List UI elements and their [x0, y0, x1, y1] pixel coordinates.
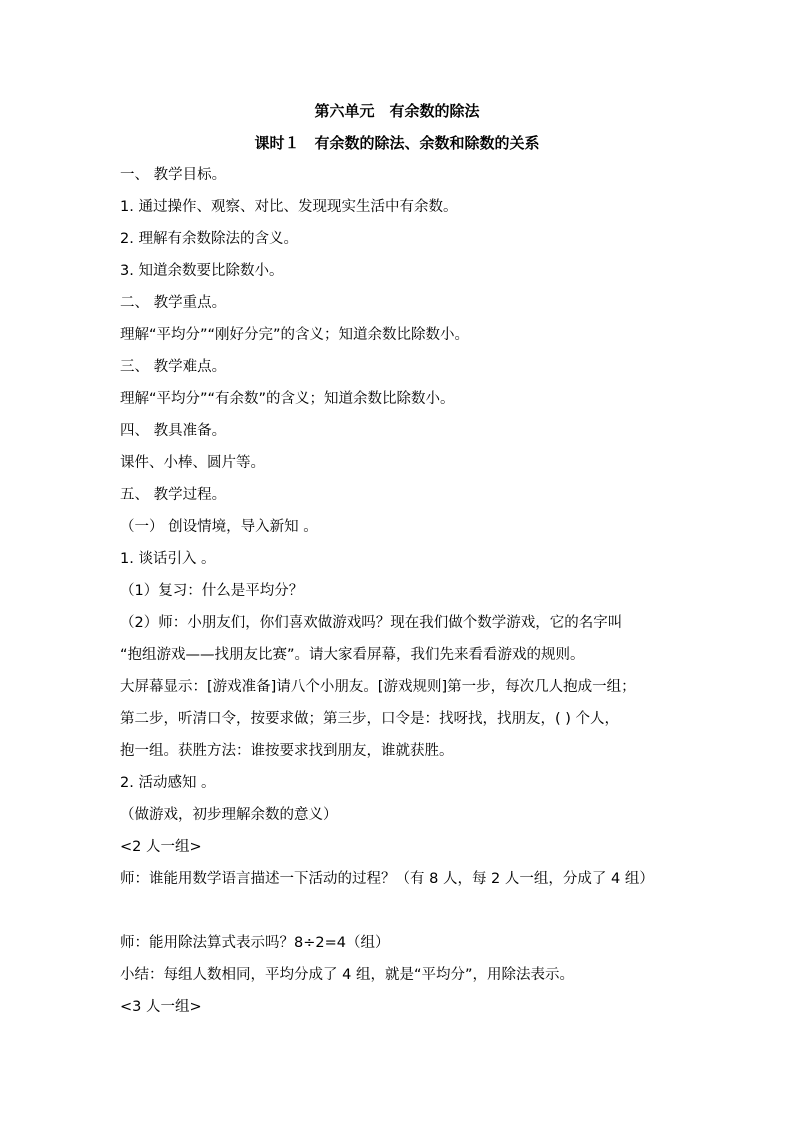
paragraph-teacher-intro-cont: “抱组游戏——找朋友比赛”。请大家看屏幕，我们先来看看游戏的规则。 — [120, 647, 585, 663]
group-label-2: <2 人一组> — [120, 839, 202, 855]
difficulties-text: 理解“平均分”“有余数”的含义；知道余数比除数小。 — [120, 391, 455, 407]
unit-title: 第六单元 有余数的除法 — [314, 102, 480, 120]
step-heading-2: 2. 活动感知 。 — [120, 775, 216, 791]
paragraph-review: （1）复习：什么是平均分？ — [120, 583, 304, 599]
goal-item-1: 1. 通过操作、观察、对比、发现现实生活中有余数。 — [120, 199, 458, 215]
goal-item-2: 2. 理解有余数除法的含义。 — [120, 231, 298, 247]
step-heading-1: 1. 谈话引入 。 — [120, 551, 216, 567]
paragraph-screen-display: 大屏幕显示：[游戏准备]请八个小朋友。[游戏规则]第一步，每次几人抱成一组； — [120, 679, 636, 695]
paragraph-summary: 小结：每组人数相同，平均分成了 4 组，就是“平均分”，用除法表示。 — [120, 967, 574, 983]
materials-text: 课件、小棒、圆片等。 — [120, 455, 265, 471]
paragraph-screen-display-cont: 第二步，听清口令，按要求做；第三步，口令是：找呀找，找朋友，( ) 个人， — [120, 711, 620, 727]
paragraph-division-expression: 师：能用除法算式表示吗？8÷2=4（组） — [120, 935, 390, 951]
paragraph-activity-note: （做游戏，初步理解余数的意义） — [120, 807, 338, 823]
paragraph-teacher-intro: （2）师：小朋友们，你们喜欢做游戏吗？现在我们做个数学游戏，它的名字叫 — [120, 615, 623, 631]
key-points-text: 理解“平均分”“刚好分完”的含义；知道余数比除数小。 — [120, 327, 470, 343]
subsection-heading-1: （一） 创设情境，导入新知 。 — [120, 519, 318, 535]
section-heading-materials: 四、 教具准备。 — [120, 423, 227, 439]
section-heading-key-points: 二、 教学重点。 — [120, 295, 227, 311]
section-heading-process: 五、 教学过程。 — [120, 487, 227, 503]
paragraph-teacher-question: 师：谁能用数学语言描述一下活动的过程？（有 8 人，每 2 人一组，分成了 4 组） — [120, 871, 654, 887]
group-label-3: <3 人一组> — [120, 999, 202, 1015]
section-heading-difficulties: 三、 教学难点。 — [120, 359, 227, 375]
lesson-title: 课时１ 有余数的除法、余数和除数的关系 — [254, 134, 540, 152]
section-heading-goals: 一、 教学目标。 — [120, 167, 227, 183]
paragraph-screen-display-end: 抱一组。获胜方法：谁按要求找到朋友，谁就获胜。 — [120, 743, 454, 759]
goal-item-3: 3. 知道余数要比除数小。 — [120, 263, 284, 279]
